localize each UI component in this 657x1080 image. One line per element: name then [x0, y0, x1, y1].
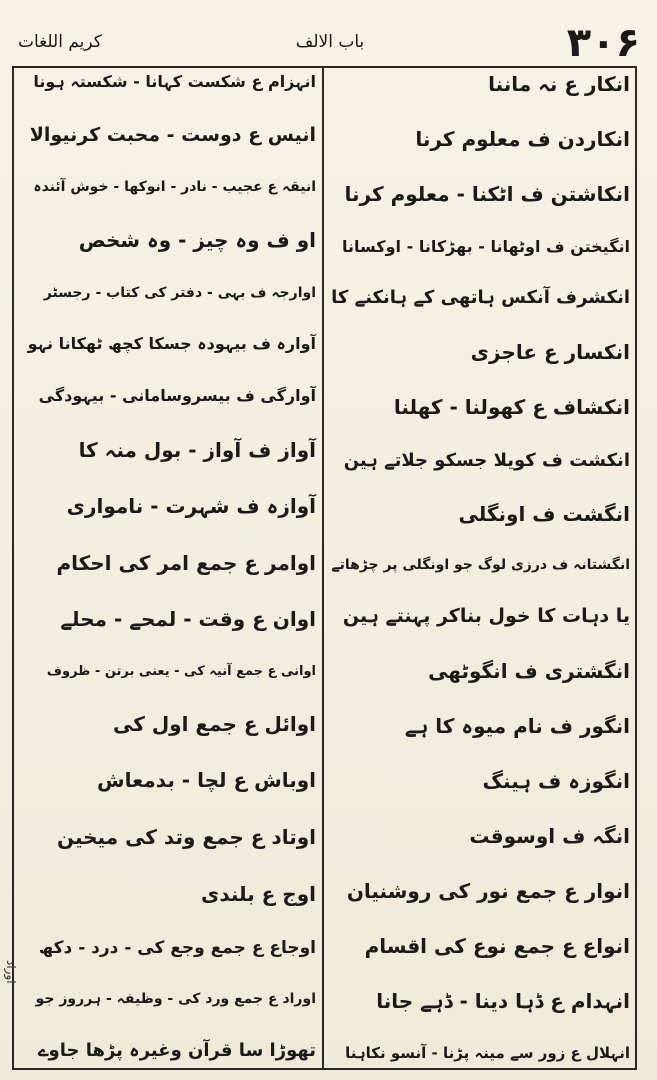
dictionary-entry: انکشرف آنکس ہاتھی کے ہانکنے کا	[331, 287, 630, 309]
column-divider	[322, 66, 324, 1070]
dictionary-entry: اوراد ع جمع ورد کی - وظیفہ - ہرروز جو	[35, 990, 316, 1007]
dictionary-entry: انکاردن ف معلوم کرنا	[415, 127, 630, 151]
dictionary-entry: انگوزہ ف ہینگ	[482, 768, 630, 793]
dictionary-entry: انگشتانہ ف درزی لوگ جو اونگلی پر چڑھاتے	[331, 557, 630, 574]
left-column	[28, 72, 316, 1062]
dictionary-entry: آواز ف آواز - بول منہ کا	[78, 437, 316, 462]
dictionary-entry: انہلال ع زور سے مینہ پڑنا - آنسو نکاہنا	[345, 1043, 630, 1062]
dictionary-entry: انکشت ف کویلا جسکو جلاتے ہین	[343, 449, 630, 471]
dictionary-entry-continuation: یا دہات کا خول بناکر پہنتے ہین	[342, 605, 630, 628]
dictionary-entry: آوارہ ف بیہودہ جسکا کچھ ٹھکانا نہو	[27, 334, 316, 354]
dictionary-entry: اوارجہ ف بہی - دفتر کی کتاب - رجسٹر	[43, 284, 316, 301]
book-title: کریم اللغات	[18, 32, 102, 52]
page-header	[10, 18, 650, 68]
dictionary-entry: اوباش ع لچا - بدمعاش	[97, 768, 316, 793]
dictionary-entry: انوار ع جمع نور کی روشنیان	[346, 878, 630, 903]
dictionary-entry: انیس ع دوست - محبت کرنیوالا	[29, 123, 316, 146]
dictionary-entry: اوان ع وقت - لمحے - محلے	[60, 607, 316, 632]
dictionary-entry: انگور ف نام میوہ کا ہے	[404, 713, 630, 738]
dictionary-entry: انکاشتن ف اٹکنا - معلوم کرنا	[344, 182, 630, 206]
page-number: ۳۰۶	[566, 20, 640, 66]
dictionary-entry: اوتاد ع جمع وتد کی میخین	[56, 824, 316, 849]
dictionary-entry: اوج ع بلندی	[200, 881, 316, 906]
dictionary-entry: اوائل ع جمع اول کی	[112, 711, 316, 736]
dictionary-entry: انہزام ع شکست کہانا - شکستہ ہونا	[33, 72, 316, 91]
dictionary-entry: آوارگی ف بیسروسامانی - بیہودگی	[38, 385, 316, 405]
dictionary-entry: او ف وہ چیز - وہ شخص	[78, 228, 316, 253]
catchword: اوراد	[4, 960, 18, 984]
dictionary-entry: انگشت ف اونگلی	[458, 502, 630, 527]
dictionary-entry: اوانی ع جمع آنیہ کی - یعنی برتن - ظروف	[46, 663, 316, 679]
dictionary-entry: آوازہ ف شہرت - نامواری	[66, 494, 316, 519]
dictionary-entry: انگیختن ف اوٹھانا - بھڑکانا - اوکسانا	[342, 237, 630, 256]
dictionary-entry: انہدام ع ڈہا دینا - ڈہے جانا	[376, 988, 630, 1013]
dictionary-entry: اوجاع ع جمع وجع کی - درد - دکھ	[38, 938, 316, 959]
dictionary-entry: انیقہ ع عجیب - نادر - انوکھا - خوش آئندہ	[33, 179, 316, 196]
dictionary-entry: اوامر ع جمع امر کی احکام	[56, 550, 316, 575]
chapter-title: باب الالف	[295, 32, 365, 52]
dictionary-entry: انکسار ع عاجزی	[470, 339, 630, 364]
dictionary-entry: انکشاف ع کھولنا - کھلنا	[393, 394, 630, 419]
dictionary-entry: انواع ع جمع نوع کی اقسام	[364, 933, 630, 958]
dictionary-entry: انکار ع نہ ماننا	[488, 72, 630, 96]
dictionary-entry-continuation: تھوڑا سا قرآن وغیرہ پڑھا جاوے	[37, 1040, 316, 1062]
dictionary-entry: انگشتری ف انگوٹھی	[428, 658, 630, 683]
right-column	[330, 72, 630, 1062]
dictionary-entry: انگہ ف اوسوقت	[469, 823, 630, 848]
